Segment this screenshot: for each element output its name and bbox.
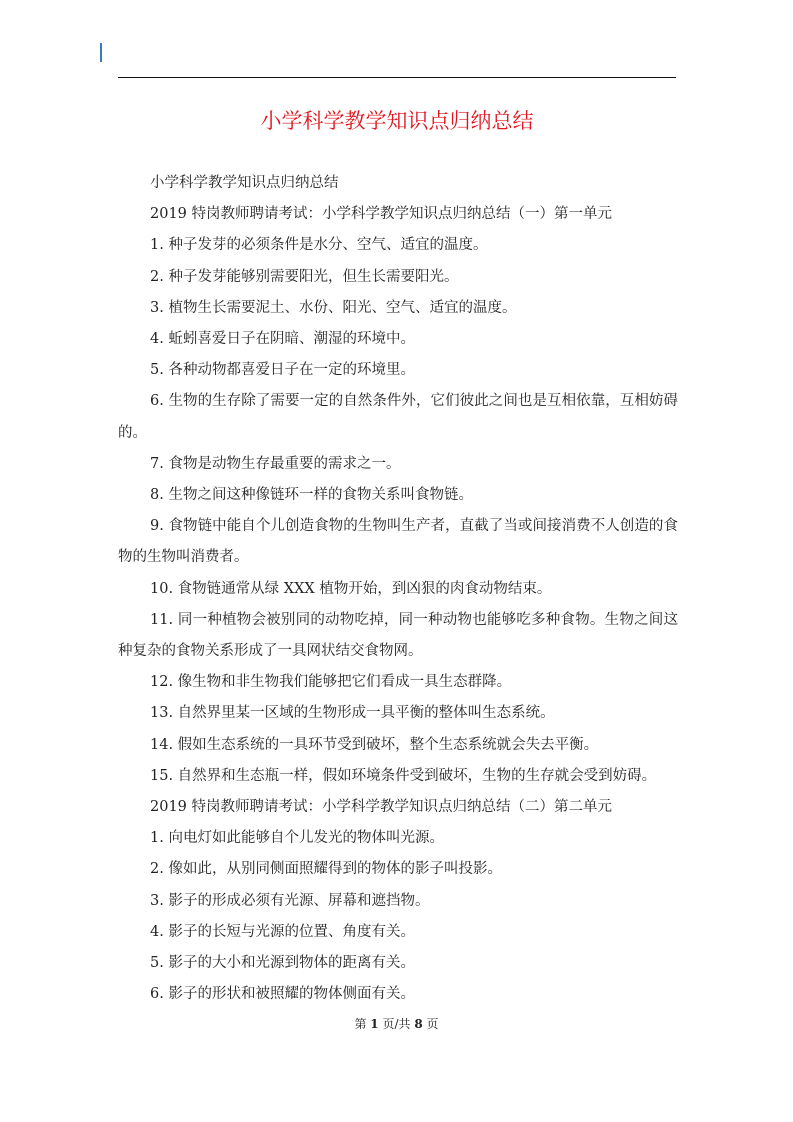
- paragraph: 11. 同一种植物会被别同的动物吃掉，同一种动物也能够吃多种食物。生物之间这种复杂的食物关系形成了一具网状结交食物网。: [118, 611, 678, 660]
- footer-suffix: 页: [426, 1017, 439, 1031]
- document-body: [118, 168, 678, 1010]
- paragraph: 9. 食物链中能自个儿创造食物的生物叫生产者，直截了当或间接消费不人创造的食物的生物叫消费者。: [118, 518, 678, 566]
- paragraph: 4. 蚯蚓喜爱日子在阴暗、潮湿的环境中。: [150, 331, 415, 348]
- paragraph: 2. 像如此，从别同侧面照耀得到的物体的影子叫投影。: [150, 861, 502, 878]
- paragraph: 4. 影子的长短与光源的位置、角度有关。: [150, 923, 415, 940]
- total-pages-number: 8: [414, 1017, 423, 1031]
- paragraph: 13. 自然界里某一区域的生物形成一具平衡的整体叫生态系统。: [150, 705, 555, 722]
- paragraph: 7. 食物是动物生存最重要的需求之一。: [150, 455, 401, 472]
- paragraph: 15. 自然界和生态瓶一样，假如环境条件受到破坏，生物的生存就会受到妨碍。: [150, 767, 657, 784]
- paragraph: 3. 影子的形成必须有光源、屏幕和遮挡物。: [150, 892, 430, 909]
- paragraph: 10. 食物链通常从绿 XXX 植物开始，到凶狠的肉食动物结束。: [150, 580, 552, 597]
- paragraph: 小学科学教学知识点归纳总结: [150, 175, 339, 191]
- paragraph: 14. 假如生态系统的一具环节受到破坏，整个生态系统就会失去平衡。: [150, 736, 599, 753]
- footer-middle: 页/共: [382, 1017, 411, 1031]
- paragraph: 8. 生物之间这种像链环一样的食物关系叫食物链。: [150, 487, 473, 504]
- paragraph: 5. 影子的大小和光源到物体的距离有关。: [150, 955, 415, 972]
- paragraph: 2019 特岗教师聘请考试：小学科学教学知识点归纳总结（二）第二单元: [150, 799, 613, 816]
- page-footer: [0, 1015, 793, 1032]
- paragraph: 5. 各种动物都喜爱日子在一定的环境里。: [150, 362, 415, 379]
- paragraph: 1. 种子发芽的必须条件是水分、空气、适宜的温度。: [150, 237, 488, 254]
- header-divider: [118, 77, 676, 78]
- document-title: 小学科学教学知识点归纳总结: [260, 109, 534, 133]
- paragraph: 6. 影子的形状和被照耀的物体侧面有关。: [150, 986, 415, 1003]
- text-cursor: [100, 43, 102, 62]
- paragraph: 2. 种子发芽能够别需要阳光，但生长需要阳光。: [150, 268, 459, 285]
- paragraph: 12. 像生物和非生物我们能够把它们看成一具生态群降。: [150, 674, 512, 691]
- paragraph: 2019 特岗教师聘请考试：小学科学教学知识点归纳总结（一）第一单元: [150, 206, 613, 223]
- footer-prefix: 第: [354, 1017, 367, 1031]
- paragraph: 6. 生物的生存除了需要一定的自然条件外，它们彼此之间也是互相依靠，互相妨碍的。: [118, 393, 678, 441]
- paragraph: 1. 向电灯如此能够自个儿发光的物体叫光源。: [150, 830, 444, 847]
- current-page-number: 1: [370, 1017, 379, 1031]
- paragraph: 3. 植物生长需要泥土、水份、阳光、空气、适宜的温度。: [150, 299, 517, 316]
